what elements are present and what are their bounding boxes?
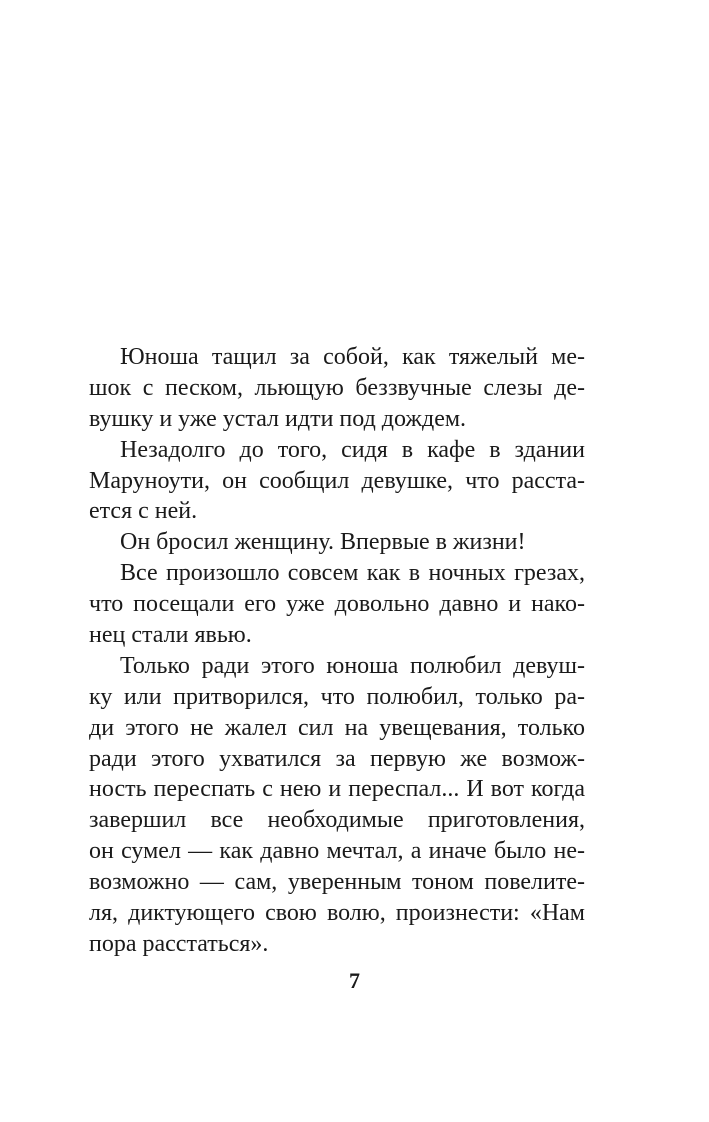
- paragraph-5: [89, 651, 585, 960]
- paragraph-2: [89, 435, 585, 528]
- text-line: возможно — сам, уверенным тоном повелите-: [89, 869, 585, 896]
- text-line: он сумел — как давно мечтал, а иначе было не-: [89, 838, 585, 865]
- page-number: 7: [349, 968, 360, 993]
- text-line: Незадолго до того, сидя в кафе в здании: [120, 436, 585, 463]
- text-line: ди этого не жалел сил на увещевания, только: [89, 714, 585, 741]
- text-line: ку или притворился, что полюбил, только ра-: [89, 683, 585, 710]
- text-line: Маруноути, он сообщил девушке, что расста-: [89, 467, 585, 494]
- text-line: ность переспать с нею и переспал... И вот когда: [89, 776, 585, 803]
- paragraph-3: [89, 527, 585, 558]
- text-line: Только ради этого юноша полюбил девуш-: [120, 652, 585, 679]
- text-line: Юноша тащил за собой, как тяжелый ме-: [120, 344, 585, 370]
- text-line: ради этого ухватился за первую же возмож-: [89, 745, 585, 772]
- body-text: [89, 342, 585, 960]
- text-line: шок с песком, льющую беззвучные слезы де-: [89, 374, 585, 401]
- text-line: Он бросил женщину. Впервые в жизни!: [120, 529, 526, 556]
- text-line: вушку и уже устал идти под дождем.: [89, 405, 467, 432]
- text-line: пора расстаться».: [89, 930, 269, 957]
- text-line: ля, диктующего свою волю, произнести: «Нам: [89, 900, 585, 927]
- text-line: ется с ней.: [89, 498, 198, 525]
- paragraph-4: [89, 558, 585, 651]
- paragraph-1: [89, 342, 585, 435]
- text-line: нец стали явью.: [89, 622, 252, 649]
- text-line: завершил все необходимые приготовления,: [89, 807, 585, 834]
- text-line: что посещали его уже довольно давно и нако-: [89, 591, 585, 618]
- text-line: Все произошло совсем как в ночных грезах,: [120, 560, 585, 587]
